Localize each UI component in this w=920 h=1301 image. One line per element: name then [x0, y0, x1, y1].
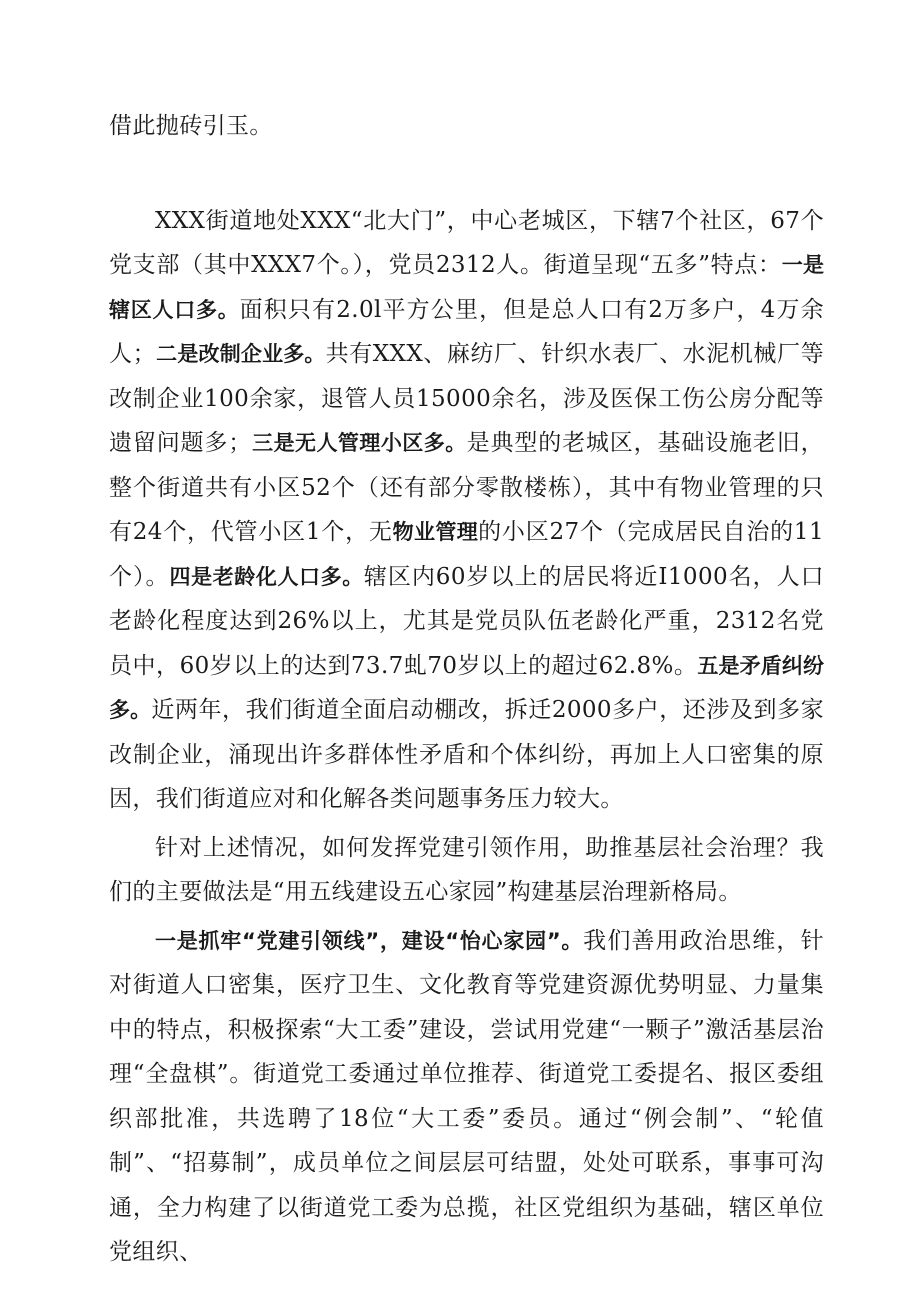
point-4-title: 四是老龄化人口多。 — [169, 564, 364, 589]
point-4-text: 辖区内60岁以上的居民将近I1000名，人口老龄化程度达到26%以上，尤其是党员队伍老龄化严重，2312名党员中，60岁以上的达到73.7虬70岁以上的超过62.8%。 — [109, 563, 825, 679]
point-5-title: 五是矛盾纠纷多。 — [109, 653, 825, 722]
situation-paragraph — [109, 199, 824, 822]
point-3-text-b: 物业管理 — [392, 520, 479, 544]
point-5-text: 近两年，我们街道全面启动棚改，拆迁2000多户，还涉及到多家改制企业，涌现出许多群体性矛盾和个体纠纷，再加上人口密集的原因，我们街道应对和化解各类问题事务压力较大。 — [109, 697, 824, 812]
situation-opening: XXX街道地处XXX“北大门”，中心老城区，下辖7个社区，67个党支部（其中XXX7个。），党员2312人。街道呈现“五多”特点： — [109, 207, 824, 278]
point-2-title: 二是改制企业多。 — [155, 342, 326, 366]
point-3-text-a: 是典型的老城区，基础设施老旧，整个街道共有小区52个（还有部分零散楼栋），其中有物业管理的只有24个，代管小区1个，无 — [109, 430, 824, 545]
measure-1-text: 我们善用政治思维，针对街道人口密集，医疗卫生、文化教育等党建资源优势明显、力量集中的特点，积极探索“大工委”建设，尝试用党建“一颗子”激活基层治理“全盘棋”。街道党工委通过单位推荐、街道党工委提名、报区委组织部批准，共选聘了18位“大工委”委员。通过“例会制”、“轮值制”、“招募制”，成员单位之间层层可结盟，处处可联系，事事可沟通，全力构建了以街道党工委为总揽，社区党组织为基础，辖区单位党组织、 — [109, 927, 824, 1265]
document-page — [109, 104, 824, 1275]
intro-text: 借此抛砖引玉。 — [109, 113, 273, 139]
point-3-title: 三是无人管理小区多。 — [251, 431, 467, 455]
point-3-text-c: 的小区27个（完成居民自治的11个）。 — [109, 519, 824, 590]
intro-fragment — [109, 104, 824, 149]
question-paragraph — [109, 826, 824, 915]
point-2-text: 共有XXX、麻纺厂、针织水表厂、水泥机械厂等改制企业100余家，退管人员15000余名，涉及医保工伤公房分配等遗留问题多； — [109, 341, 824, 456]
measure-1-paragraph — [109, 919, 824, 1275]
question-text: 针对上述情况，如何发挥党建引领作用，助推基层社会治理？我们的主要做法是“用五线建设五心家园”构建基层治理新格局。 — [109, 834, 824, 905]
point-1-title: 一是辖区人口多。 — [109, 253, 825, 322]
point-1-text: 面积只有2.0l平方公里，但是总人口有2万多户，4万余人； — [109, 296, 824, 367]
measure-1-title: 一是抓牢“党建引领线”，建设“怡心家园”。 — [155, 928, 584, 953]
